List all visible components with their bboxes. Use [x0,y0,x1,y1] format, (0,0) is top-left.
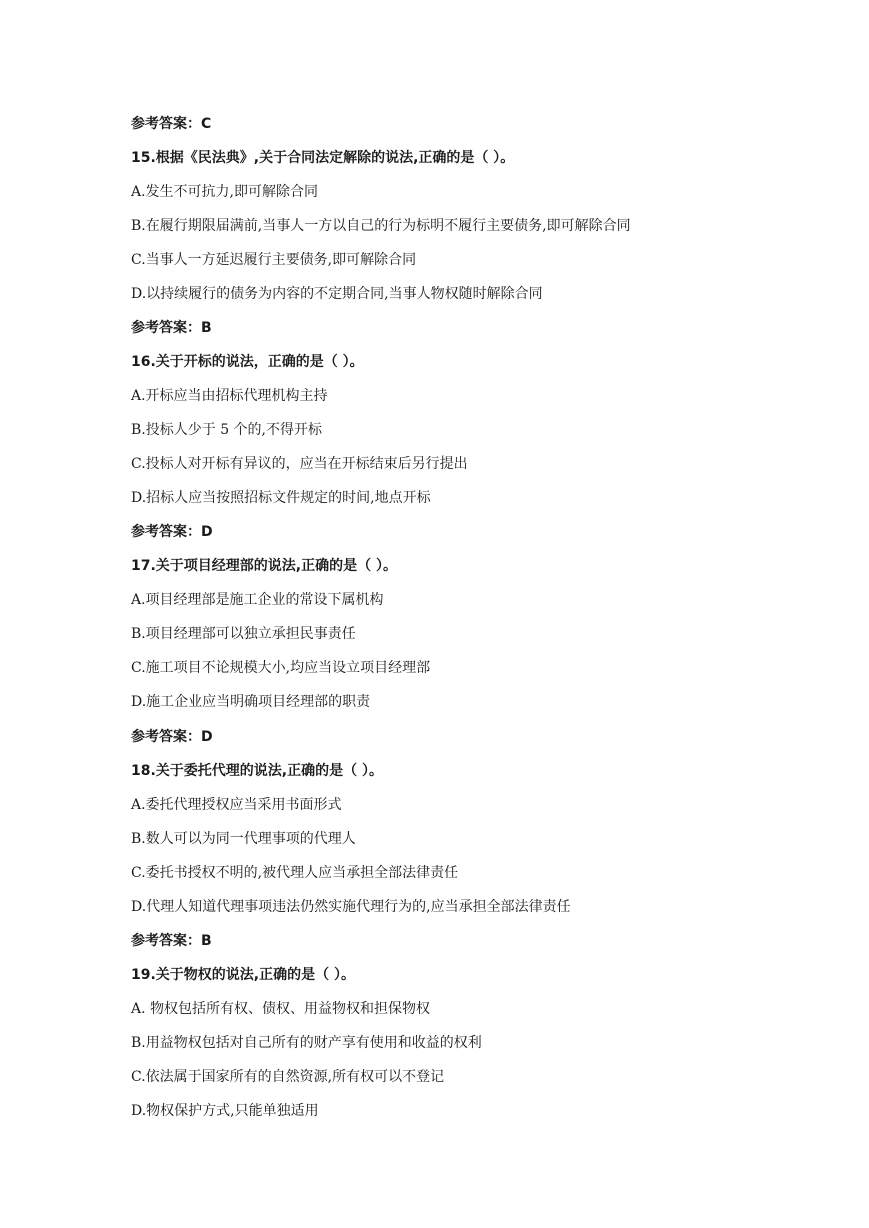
question-19-option-d: D.物权保护方式,只能单独适用 [131,1103,319,1119]
question-16: 16.关于开标的说法，正确的是（ ）。 [131,354,364,370]
question-16-option-b: B.投标人少于 5 个的,不得开标 [131,422,322,438]
question-17-option-a: A.项目经理部是施工企业的常设下属机构 [131,592,384,608]
question-19: 19.关于物权的说法,正确的是（ ）。 [131,967,355,983]
answer-15: 参考答案：B [131,320,212,336]
question-15-option-d: D.以持续履行的债务为内容的不定期合同,当事人物权随时解除合同 [131,286,543,302]
question-19-option-a: A. 物权包括所有权、债权、用益物权和担保物权 [131,1001,431,1017]
question-15-option-a: A.发生不可抗力,即可解除合同 [131,184,319,200]
question-17-option-d: D.施工企业应当明确项目经理部的职责 [131,694,371,710]
question-16-option-c: C.投标人对开标有异议的，应当在开标结束后另行提出 [131,456,468,472]
answer-14: 参考答案：C [131,116,212,132]
question-15: 15.根据《民法典》,关于合同法定解除的说法,正确的是（ ）。 [131,150,515,166]
question-18-option-c: C.委托书授权不明的,被代理人应当承担全部法律责任 [131,865,459,881]
question-18-option-a: A.委托代理授权应当采用书面形式 [131,797,342,813]
question-19-option-c: C.依法属于国家所有的自然资源,所有权可以不登记 [131,1069,445,1085]
question-16-option-a: A.开标应当由招标代理机构主持 [131,388,328,404]
question-19-option-b: B.用益物权包括对自己所有的财产享有使用和收益的权利 [131,1035,482,1051]
question-17-option-c: C.施工项目不论规模大小,均应当设立项目经理部 [131,660,431,676]
question-18: 18.关于委托代理的说法,正确的是（ ）。 [131,763,383,779]
answer-16: 参考答案：D [131,524,213,540]
question-17: 17.关于项目经理部的说法,正确的是（ ）。 [131,558,397,574]
question-15-option-c: C.当事人一方延迟履行主要债务,即可解除合同 [131,252,417,268]
answer-17: 参考答案：D [131,729,213,745]
question-15-option-b: B.在履行期限届满前,当事人一方以自己的行为标明不履行主要债务,即可解除合同 [131,218,631,234]
question-16-option-d: D.招标人应当按照招标文件规定的时间,地点开标 [131,490,431,506]
question-17-option-b: B.项目经理部可以独立承担民事责任 [131,626,356,642]
answer-18: 参考答案：B [131,933,212,949]
question-18-option-b: B.数人可以为同一代理事项的代理人 [131,831,356,847]
question-18-option-d: D.代理人知道代理事项违法仍然实施代理行为的,应当承担全部法律责任 [131,899,571,915]
